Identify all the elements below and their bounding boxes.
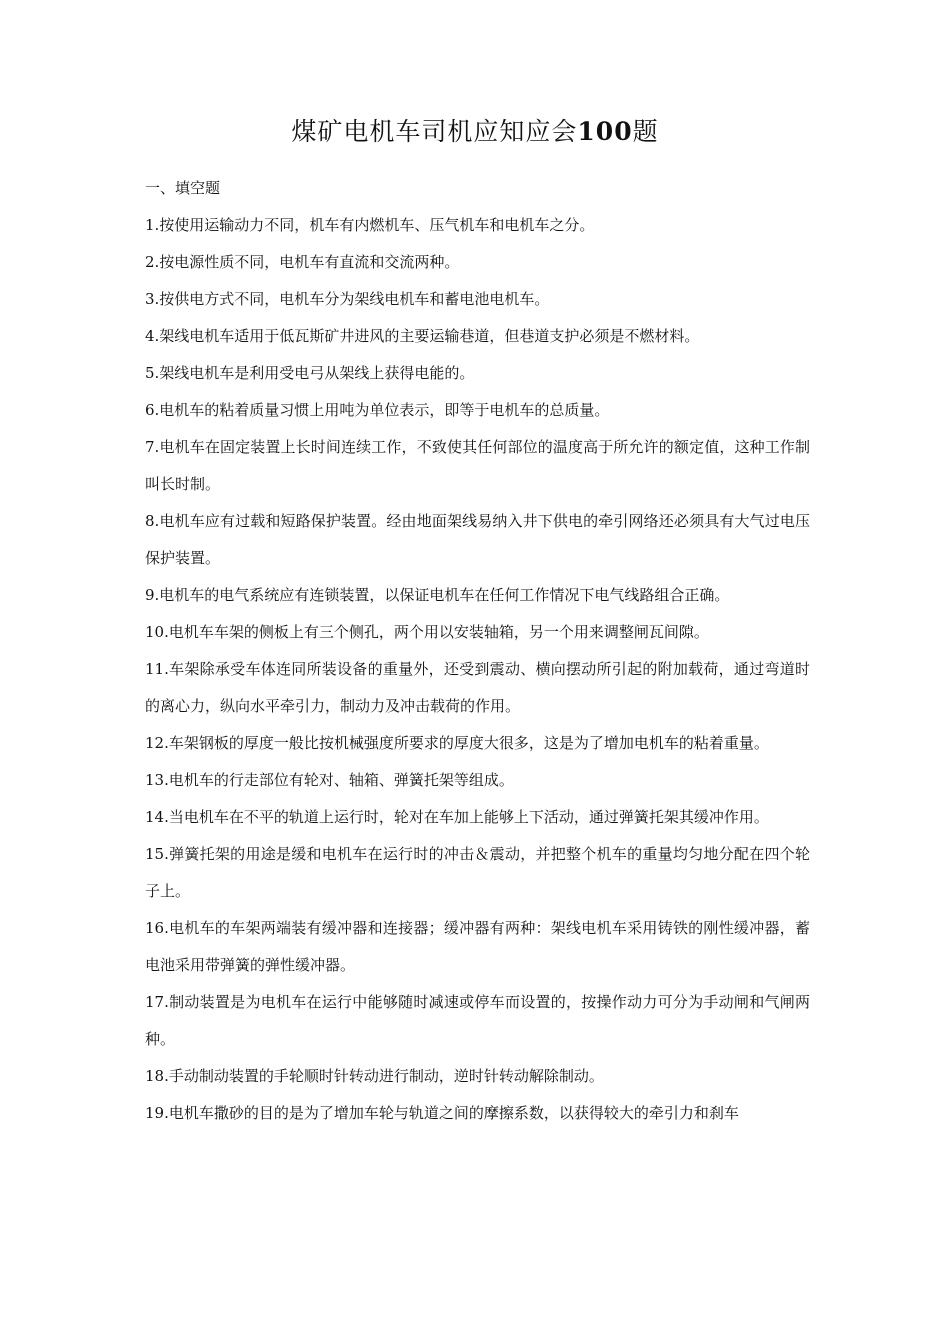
question-item-18: 18.手动制动装置的手轮顺时针转动进行制动，逆时针转动解除制动。 bbox=[145, 1067, 604, 1085]
document-body bbox=[145, 170, 810, 1132]
question-item-13: 13.电机车的行走部位有轮对、轴箱、弹簧托架等组成。 bbox=[145, 771, 514, 789]
question-item-9: 9.电机车的电气系统应有连锁装置，以保证电机车在任何工作情况下电气线路组合正确。 bbox=[145, 586, 730, 604]
question-item-2: 2.按电源性质不同，电机车有直流和交流两种。 bbox=[145, 253, 460, 271]
question-item-4: 4.架线电机车适用于低瓦斯矿井进风的主要运输巷道，但巷道支护必须是不燃材料。 bbox=[145, 327, 700, 345]
document-title bbox=[0, 112, 950, 152]
title-suffix: 题 bbox=[632, 117, 659, 146]
question-item-17: 17.制动装置是为电机车在运行中能够随时减速或停车而设置的，按操作动力可分为手动闸和气闸两种。 bbox=[145, 993, 810, 1048]
question-item-7: 7.电机车在固定装置上长时间连续工作，不致使其任何部位的温度高于所允许的额定值，这种工作制叫长时制。 bbox=[145, 438, 810, 493]
section-heading: 一、填空题 bbox=[145, 179, 221, 197]
question-item-11: 11.车架除承受车体连同所装设备的重量外，还受到震动、横向摆动所引起的附加载荷，通过弯道时的离心力，纵向水平牵引力，制动力及冲击载荷的作用。 bbox=[145, 660, 810, 715]
question-item-14: 14.当电机车在不平的轨道上运行时，轮对在车加上能够上下活动，通过弹簧托架其缓冲作用。 bbox=[145, 808, 769, 826]
question-item-15: 15.弹簧托架的用途是缓和电机车在运行时的冲击＆震动，并把整个机车的重量均匀地分配在四个轮子上。 bbox=[145, 845, 810, 900]
question-item-10: 10.电机车车架的侧板上有三个侧孔，两个用以安装轴箱，另一个用来调整闸瓦间隙。 bbox=[145, 623, 709, 641]
title-text: 煤矿电机车司机应知应会 bbox=[291, 117, 578, 146]
question-item-3: 3.按供电方式不同，电机车分为架线电机车和蓄电池电机车。 bbox=[145, 290, 550, 308]
question-item-6: 6.电机车的粘着质量习惯上用吨为单位表示，即等于电机车的总质量。 bbox=[145, 401, 610, 419]
question-item-5: 5.架线电机车是利用受电弓从架线上获得电能的。 bbox=[145, 364, 475, 382]
question-item-8: 8.电机车应有过载和短路保护装置。经由地面架线易纳入井下供电的牵引网络还必须具有大气过电压保护装置。 bbox=[145, 512, 810, 567]
question-item-1: 1.按使用运输动力不同，机车有内燃机车、压气机车和电机车之分。 bbox=[145, 216, 595, 234]
title-number: 100 bbox=[577, 117, 633, 146]
question-item-16: 16.电机车的车架两端装有缓冲器和连接器；缓冲器有两种：架线电机车采用铸铁的刚性缓冲器，蓄电池采用带弹簧的弹性缓冲器。 bbox=[145, 919, 810, 974]
question-item-19: 19.电机车撒砂的目的是为了增加车轮与轨道之间的摩擦系数，以获得较大的牵引力和刹车 bbox=[145, 1104, 739, 1122]
question-item-12: 12.车架钢板的厚度一般比按机械强度所要求的厚度大很多，这是为了增加电机车的粘着重量。 bbox=[145, 734, 769, 752]
